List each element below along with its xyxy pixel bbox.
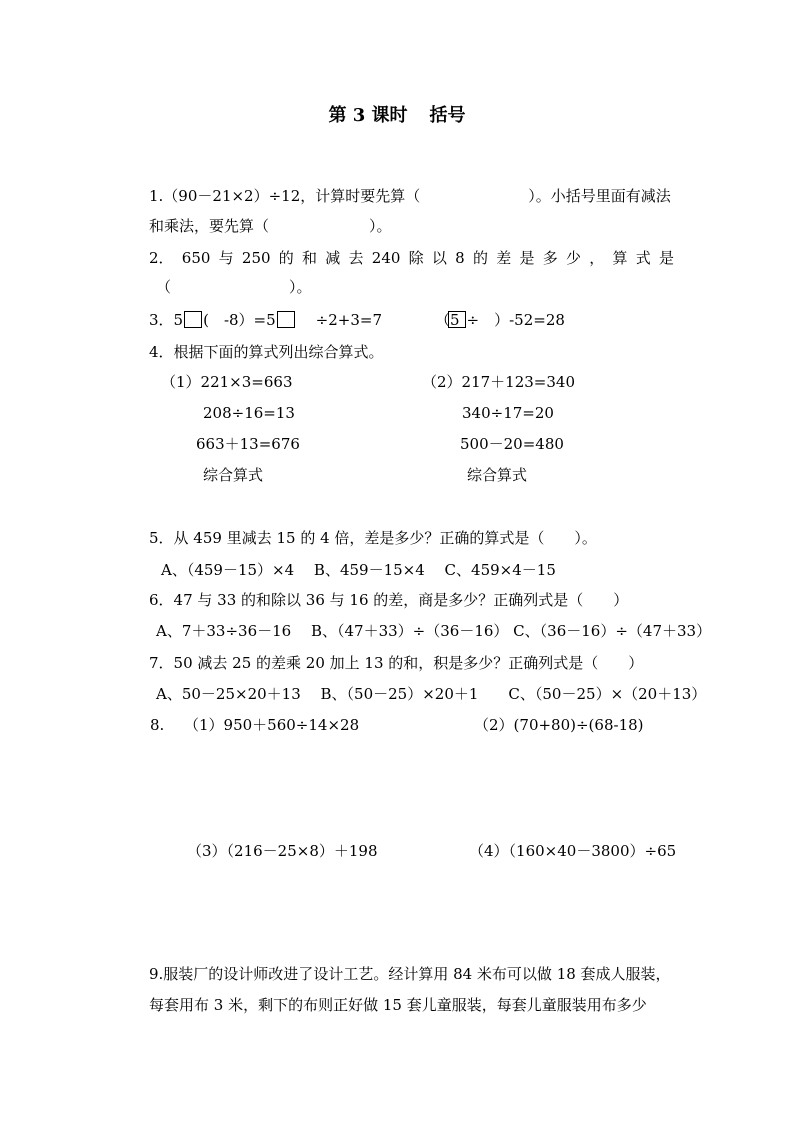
question-2-word: 少	[565, 249, 581, 267]
question-7: 7．50 减去 25 的差乘 20 加上 13 的和，积是多少？正确列式是（ ）	[149, 654, 644, 672]
q4-left-line-3: 663＋13=676	[196, 435, 300, 453]
question-2-word: ，	[589, 249, 605, 267]
question-3-part-b	[435, 310, 565, 330]
answer-box[interactable]	[448, 311, 466, 328]
answer-box[interactable]	[184, 311, 202, 328]
lesson-topic: 括号	[429, 105, 466, 126]
question-2-word: 的	[278, 249, 294, 267]
question-7-options: A、50－25×20＋13 B、（50－25）×20＋1 C、（50－25）×（20＋13）	[156, 685, 707, 703]
question-2-word: 650	[181, 249, 211, 267]
question-2-word: 以	[431, 249, 447, 267]
question-2-word: 多	[542, 249, 558, 267]
question-2-word: 的	[472, 249, 488, 267]
question-3-part-a	[149, 310, 382, 330]
answer-box[interactable]	[277, 311, 295, 328]
question-8-label: 8.	[150, 716, 165, 734]
question-1-text-2-end: ）。	[369, 217, 392, 235]
question-1-text-2: 和乘法，要先算（	[149, 217, 270, 235]
question-2-word: 差	[496, 249, 512, 267]
question-3-b-end: ÷ ）-52=28	[466, 311, 565, 329]
question-2-line-2	[156, 277, 312, 297]
q4-right-line-3: 500－20=480	[460, 435, 564, 453]
question-6-options: A、7＋33÷36－16 B、（47＋33）÷（36－16） C、（36－16）÷（47＋33）	[156, 622, 712, 640]
question-2-word: 2．	[149, 249, 174, 267]
question-2-word: 式	[635, 249, 651, 267]
question-9-line-1: 9.服装厂的设计师改进了设计工艺。经计算用 84 米布可以做 18 套成人服装，	[149, 965, 671, 983]
question-3-a-start: 3．5	[149, 311, 184, 329]
page-title	[0, 106, 794, 126]
question-3-a-middle: ( -8）=5	[203, 311, 276, 329]
question-5-options: A、（459－15）×4 B、459－15×4 C、459×4－15	[161, 561, 556, 579]
lesson-number: 第 3 课时	[328, 105, 408, 126]
question-1-line-2	[149, 216, 392, 236]
question-2-open-paren: （	[156, 278, 172, 296]
question-8-part-3: （3）（216－25×8）＋198	[187, 842, 378, 860]
question-2-word: 和	[302, 249, 318, 267]
question-2-word: 除	[408, 249, 424, 267]
question-2-word: 8	[455, 249, 465, 267]
question-8-part-4: （4）（160×40－3800）÷65	[469, 842, 677, 860]
question-2-word: 算	[612, 249, 628, 267]
question-2-word: 250	[241, 249, 271, 267]
question-2-word: 减	[325, 249, 341, 267]
q4-left-answer-label: 综合算式	[203, 466, 264, 484]
q4-right-answer-label: 综合算式	[467, 466, 528, 484]
q4-left-line-1: （1）221×3=663	[161, 373, 293, 391]
question-8-part-1: （1）950＋560÷14×28	[184, 716, 360, 734]
question-1-line-1	[149, 186, 671, 206]
question-2-word: 去	[348, 249, 364, 267]
question-2-word: 是	[519, 249, 535, 267]
question-2-word: 是	[658, 249, 674, 267]
question-9-line-2: 每套用布 3 米，剩下的布则正好做 15 套儿童服装，每套儿童服装用布多少	[149, 996, 647, 1014]
question-5: 5．从 459 里减去 15 的 4 倍，差是多少？正确的算式是（ ）。	[149, 529, 597, 547]
question-1-text: 1.（90－21×2）÷12，计算时要先算（	[149, 187, 421, 205]
question-3-a-end: ÷2+3=7	[315, 311, 383, 329]
question-2-line-1	[149, 248, 674, 268]
q4-right-line-1: （2）217＋123=340	[422, 373, 576, 391]
question-3-b-start: （5	[435, 311, 460, 329]
question-6: 6．47 与 33 的和除以 36 与 16 的差，商是多少？正确列式是（ ）	[149, 591, 629, 609]
question-2-close-paren: ）。	[289, 278, 312, 296]
question-4-prompt: 4．根据下面的算式列出综合算式。	[149, 343, 384, 361]
question-2-word: 与	[218, 249, 234, 267]
question-2-word: 240	[371, 249, 401, 267]
question-8-part-2: （2）(70+80)÷(68-18)	[474, 716, 644, 734]
q4-left-line-2: 208÷16=13	[203, 404, 295, 422]
question-1-text-end: ）。小括号里面有减法	[528, 187, 671, 205]
q4-right-line-2: 340÷17=20	[462, 404, 554, 422]
